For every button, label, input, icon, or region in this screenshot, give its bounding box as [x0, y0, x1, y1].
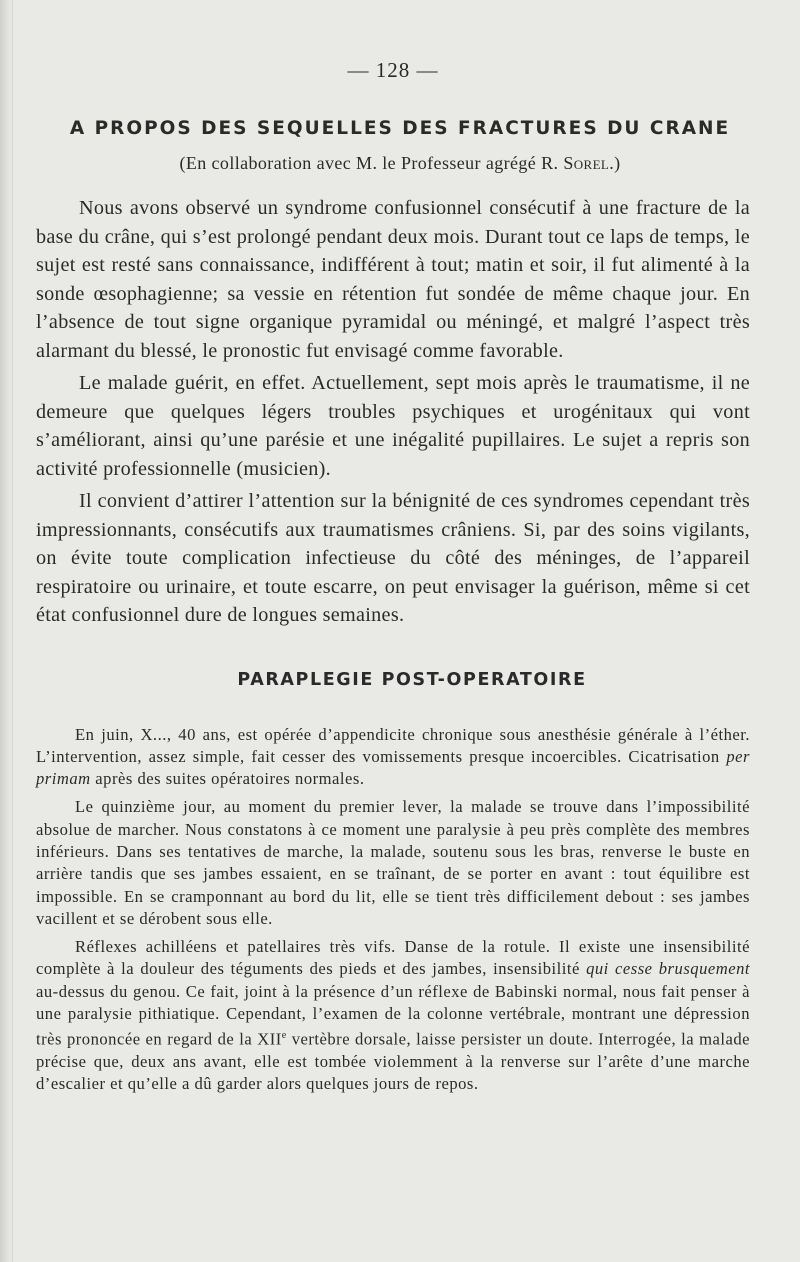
article-body — [36, 194, 750, 630]
section-title: PARAPLEGIE POST-OPERATOIRE — [237, 669, 587, 690]
page-number: — 128 — — [347, 58, 439, 82]
article-title: A PROPOS DES SEQUELLES DES FRACTURES DU CRANE — [69, 118, 731, 139]
paragraph: Le quinzième jour, au moment du premier lever, la malade se trouve dans l’impossibilité absolue de marcher. Nous constatons à ce moment une paralysie à peu près complète des membres inférieurs. Dans ses tentatives de marche, la malade, soutenu sous les bras, renverse le buste en arrière tandis que ses jambes essaient, en se traînant, de se porter en avant : tout équilibre est impossible. En se cramponnant au bord du lit, elle se tient très difficilement debout : ses jambes vacillent et se dérobent sous elle. — [36, 797, 750, 928]
italic-phrase: per primam — [36, 746, 750, 789]
coauthor-name: Sorel — [563, 153, 610, 173]
paragraph-text: En juin, X..., 40 ans, est opérée d’appendicite chronique sous anesthésie générale à l’éther. L’intervention, assez simple, fait cesser des vomissements presque incoercibles. Cicatrisation — [36, 724, 750, 766]
paragraph: Il convient d’attirer l’attention sur la bénignité de ces syndromes cependant très impressionnants, consécutifs aux traumatismes crâniens. Si, par des soins vigilants, on évite toute complication infectieuse du côté des méninges, de l’appareil respiratoire ou urinaire, et toute escarre, on peut envisager la guérison, même si cet état confusionnel dure de longues semaines. — [36, 490, 750, 626]
italic-phrase: qui cesse brusquement — [586, 959, 750, 979]
paragraph — [36, 936, 750, 1096]
subtitle-text: (En collaboration avec M. le Professeur agrégé R. — [179, 153, 564, 173]
book-page — [36, 0, 750, 1096]
article-subtitle — [36, 153, 750, 174]
subtitle-end: .) — [609, 153, 621, 173]
section-body — [36, 724, 750, 1096]
superscript: e — [281, 1030, 287, 1042]
paragraph-text: Réflexes achilléens et patellaires très vifs. Danse de la rotule. Il existe une insensibilité complète à la douleur des téguments des pieds et des jambes, insensibilité — [36, 937, 750, 979]
paragraph — [36, 724, 750, 791]
paragraph: Le malade guérit, en effet. Actuellement, sept mois après le traumatisme, il ne demeure que quelques légers troubles psychiques et urogénitaux qui vont s’améliorant, ainsi qu’une parésie et une inégalité pupillaires. Le sujet a repris son activité professionnelle (musicien). — [36, 372, 750, 480]
paragraph-text: au-dessus du genou. Ce fait, joint à la présence d’un réflexe de Babinski normal, nous fait penser à une paralysie pithiatique. Cependant, l’examen de la colonne vertébrale, montrant une dépression très prononcée en regard de la XII — [36, 981, 750, 1049]
page-binding-edge — [0, 0, 13, 1262]
paragraph-text: vertèbre dorsale, laisse persister un doute. Interrogée, la malade précise que, deux ans avant, elle est tombée violemment à la renverse sur l’arête d’une marche d’escalier et qu’elle a dû garder alors quelques jours de repos. — [36, 1029, 750, 1094]
paragraph-text: après des suites opératoires normales. — [90, 769, 365, 789]
paragraph: Nous avons observé un syndrome confusionnel consécutif à une fracture de la base du crâne, qui s’est prolongé pendant deux mois. Durant tout ce laps de temps, le sujet est resté sans connaissance, indifférent à tout; matin et soir, il fut alimenté à la sonde œsophagienne; sa vessie en rétention fut sondée de même chaque jour. En l’absence de tout signe organique pyramidal ou méningé, et malgré l’aspect très alarmant du blessé, le pronostic fut envisagé comme favorable. — [36, 197, 750, 362]
